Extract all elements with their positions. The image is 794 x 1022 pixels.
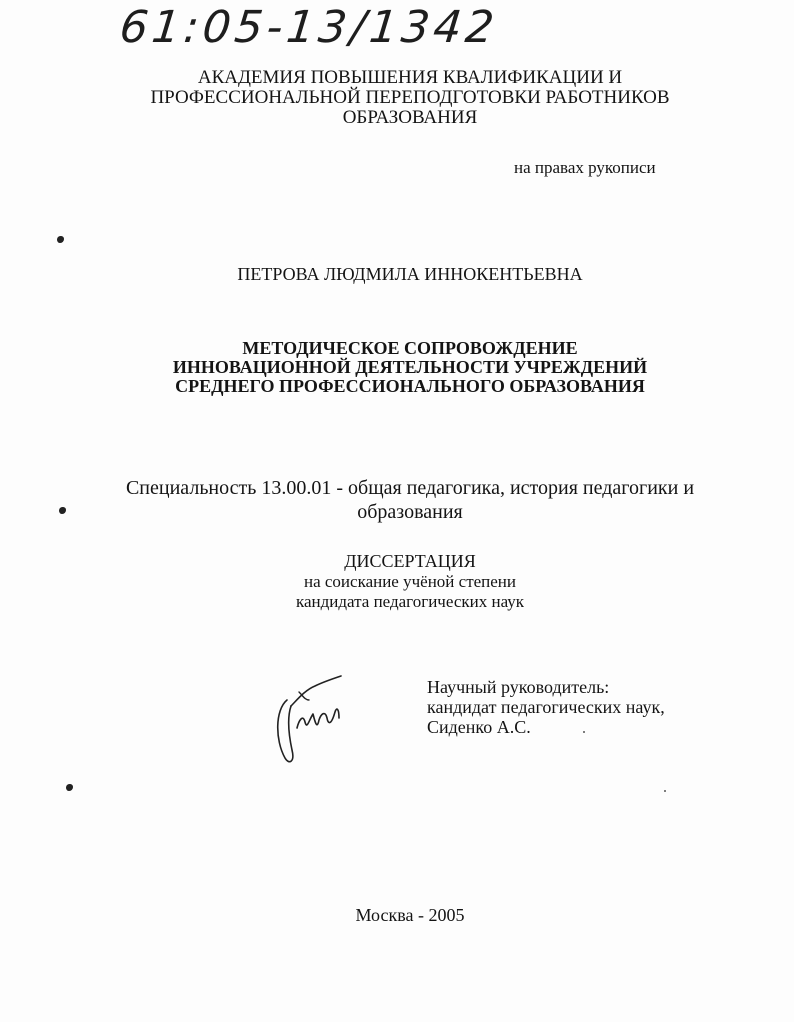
signature-icon bbox=[265, 670, 355, 770]
specialty-line-2: образования bbox=[357, 501, 463, 523]
author-name: ПЕТРОВА ЛЮДМИЛА ИННОКЕНТЬЕВНА bbox=[237, 264, 583, 284]
title-line-3: СРЕДНЕГО ПРОФЕССИОНАЛЬНОГО ОБРАЗОВАНИЯ bbox=[175, 376, 645, 396]
city-year: Москва - 2005 bbox=[355, 905, 465, 925]
supervisor-line-2: кандидат педагогических наук, bbox=[427, 697, 665, 717]
manuscript-note: на правах рукописи bbox=[514, 158, 656, 177]
academy-line-2: ПРОФЕССИОНАЛЬНОЙ ПЕРЕПОДГОТОВКИ РАБОТНИКОВ bbox=[150, 87, 670, 108]
title-line-1: МЕТОДИЧЕСКОЕ СОПРОВОЖДЕНИЕ bbox=[242, 338, 578, 358]
binding-hole-middle bbox=[59, 507, 66, 514]
binding-hole-top bbox=[57, 236, 64, 243]
dissertation-label: ДИССЕРТАЦИЯ bbox=[344, 551, 476, 571]
supervisor-block bbox=[427, 677, 665, 737]
binding-hole-bottom bbox=[66, 784, 73, 791]
specialty-line-1: Специальность 13.00.01 - общая педагогика, история педагогики и bbox=[125, 477, 695, 499]
handwritten-archive-number: 61:05-13/1342 bbox=[117, 2, 501, 53]
academy-line-1: АКАДЕМИЯ ПОВЫШЕНИЯ КВАЛИФИКАЦИИ И bbox=[197, 67, 623, 88]
academy-line-3: ОБРАЗОВАНИЯ bbox=[342, 107, 478, 128]
supervisor-line-3: Сиденко А.С. bbox=[427, 717, 531, 737]
dissertation-title bbox=[90, 339, 730, 396]
scan-speck bbox=[664, 790, 666, 792]
degree-line-2: кандидата педагогических наук bbox=[295, 592, 525, 611]
specialty bbox=[80, 476, 740, 524]
degree-line-1: на соискание учёной степени bbox=[303, 572, 517, 591]
supervisor-line-1: Научный руководитель: bbox=[427, 677, 610, 697]
scan-speck bbox=[583, 731, 585, 733]
title-line-2: ИННОВАЦИОННОЙ ДЕЯТЕЛЬНОСТИ УЧРЕЖДЕНИЙ bbox=[172, 357, 648, 377]
degree-statement bbox=[100, 572, 720, 612]
academy-name bbox=[100, 68, 720, 128]
